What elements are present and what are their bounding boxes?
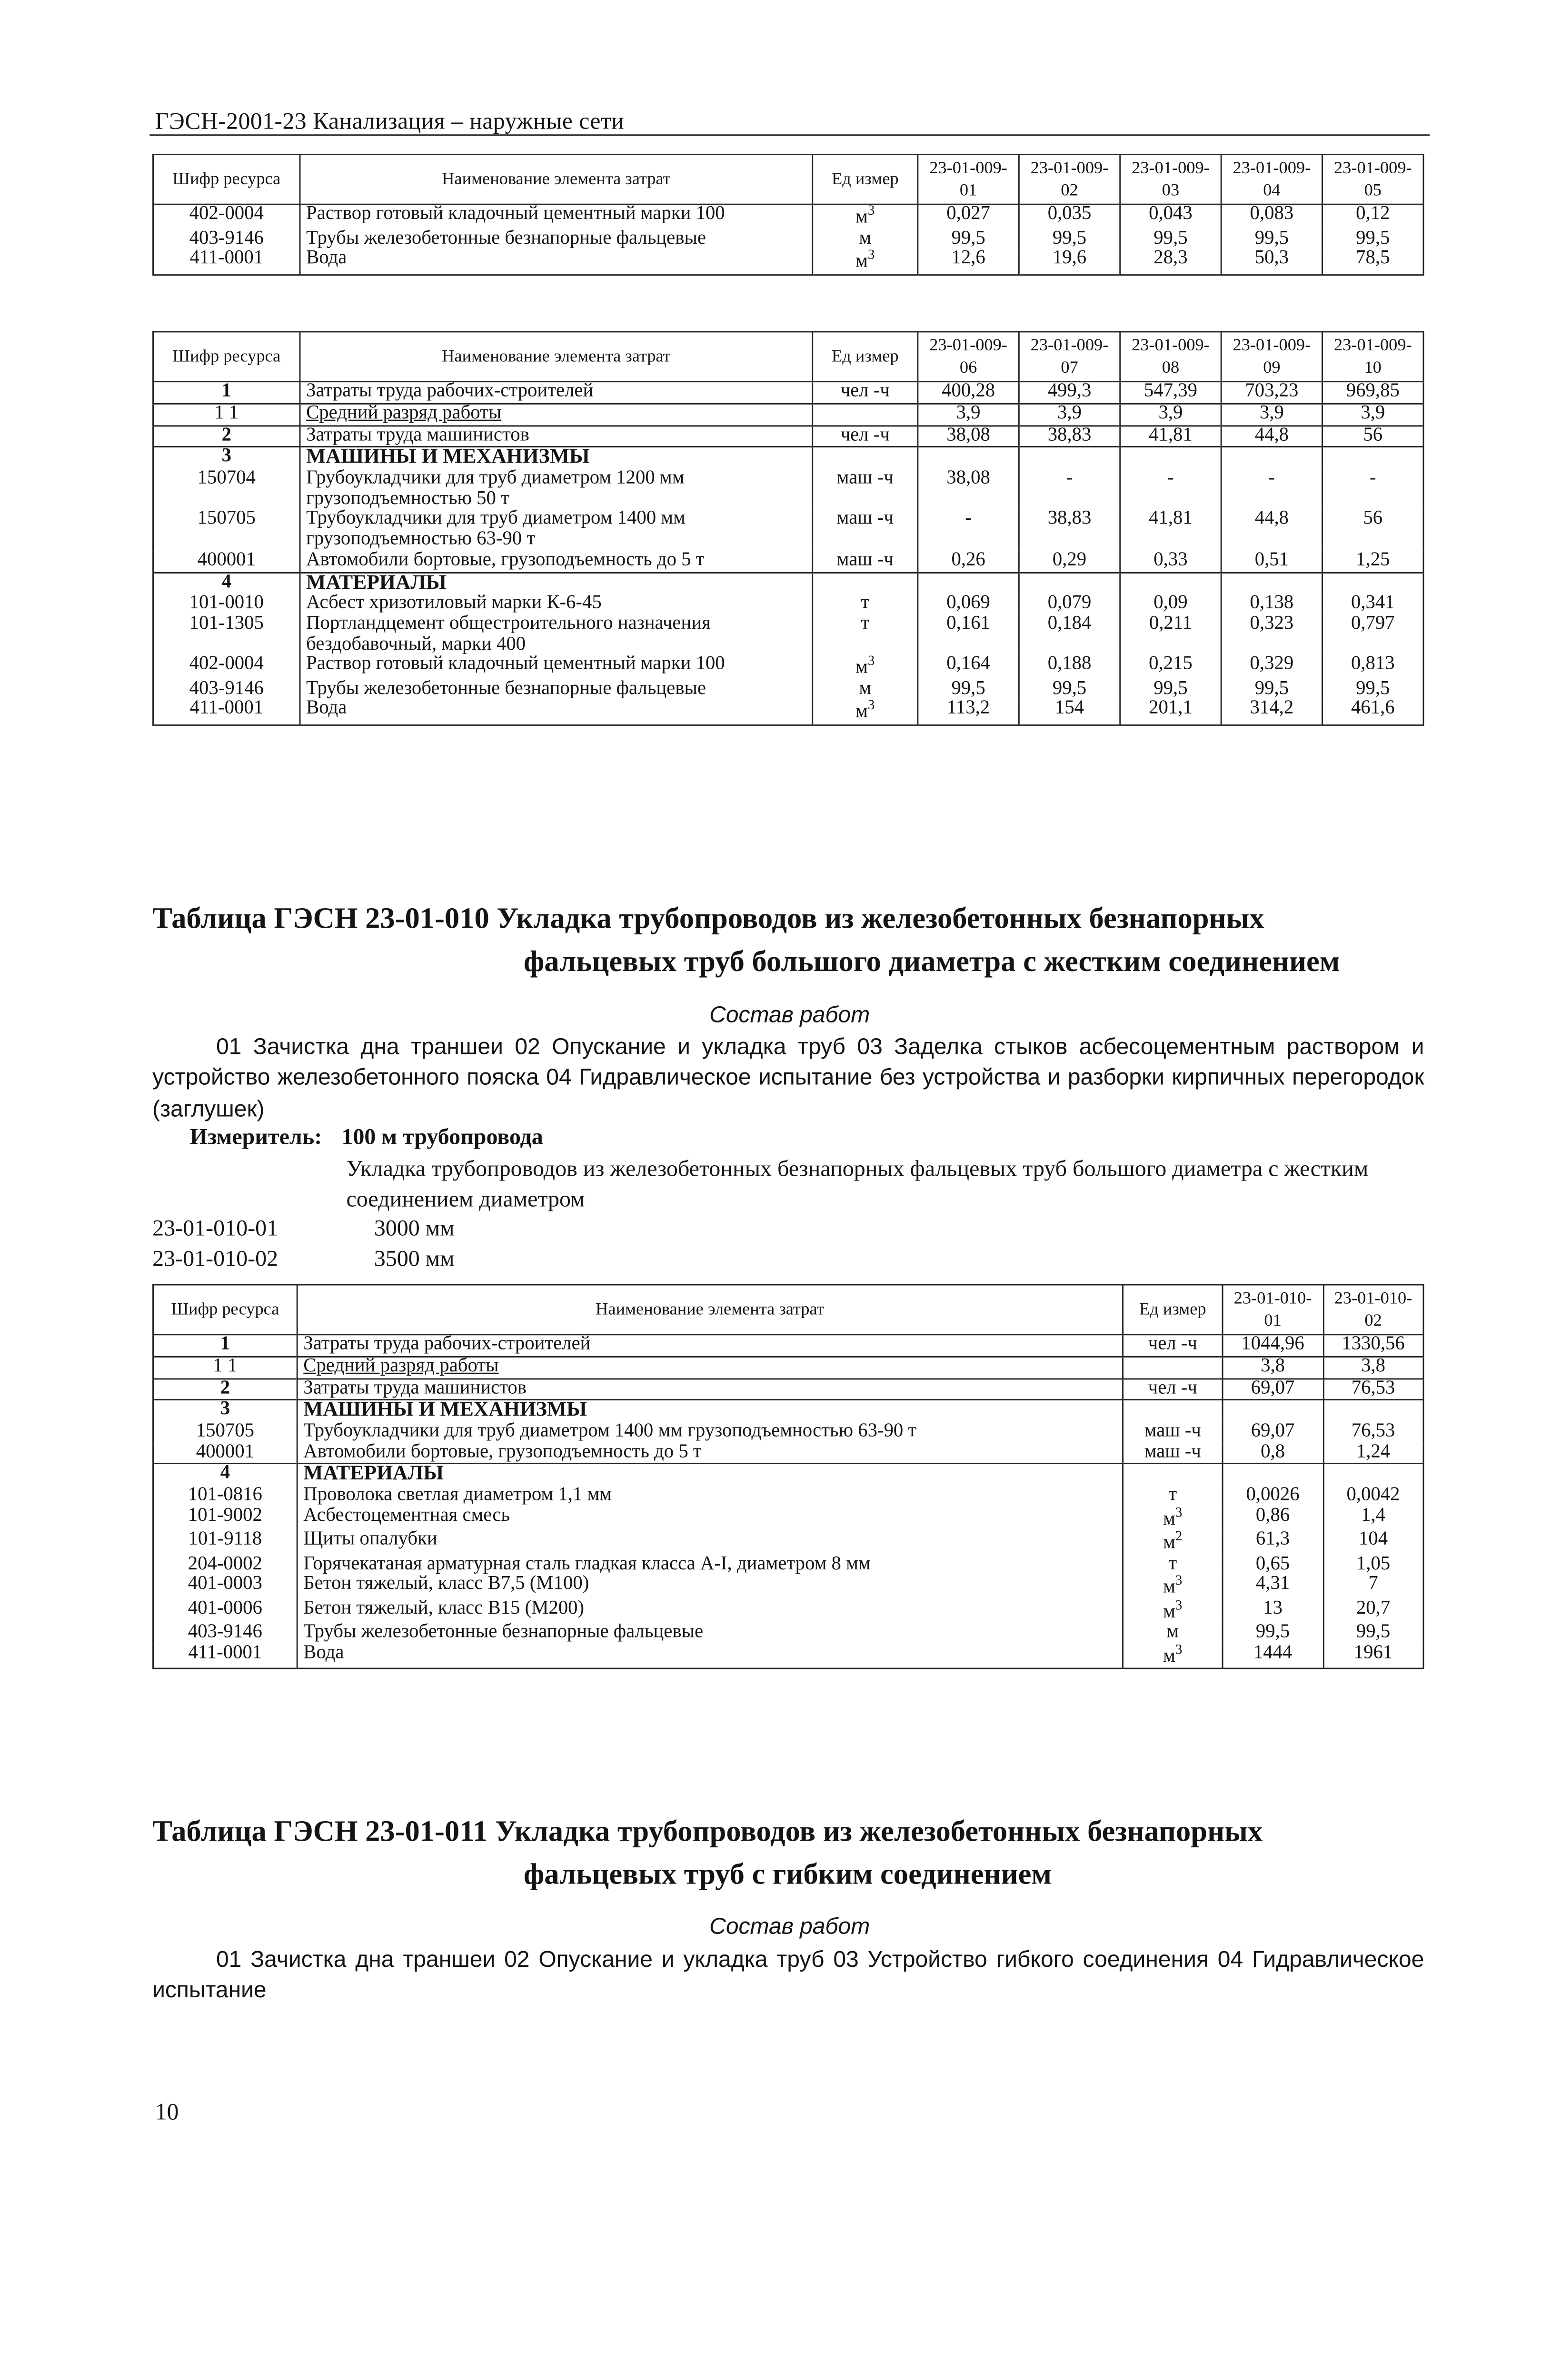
resource-name: Асбест хризотиловый марки К-6-45 bbox=[300, 595, 813, 615]
resource-name: Вода bbox=[300, 700, 813, 725]
resource-code: 101-9118 bbox=[153, 1531, 298, 1555]
unit-cell: маш -ч bbox=[813, 510, 918, 551]
resource-name: МАТЕРИАЛЫ bbox=[297, 1464, 1123, 1487]
unit-exponent: 3 bbox=[867, 698, 875, 714]
value-cell bbox=[1019, 447, 1120, 469]
table-row bbox=[153, 700, 1423, 725]
resource-code: 403-9146 bbox=[153, 680, 300, 700]
works-text-011: 01 Зачистка дна траншеи 02 Опускание и укладка труб 03 Устройство гибкого соединения 04 Гидравлическое испытание bbox=[152, 1947, 1424, 2003]
resource-name: Затраты труда машинистов bbox=[297, 1378, 1123, 1400]
resource-name: Проволока светлая диаметром 1,1 мм bbox=[297, 1487, 1123, 1507]
table-row bbox=[153, 404, 1423, 426]
resource-code: 1 1 bbox=[153, 404, 300, 426]
resource-code: 3 bbox=[153, 447, 300, 469]
resource-code: 403-9146 bbox=[153, 229, 300, 250]
value-cell bbox=[1019, 572, 1120, 595]
resource-code: 403-9146 bbox=[153, 1623, 298, 1644]
unit-cell: т bbox=[1123, 1555, 1223, 1576]
value-cell: 0,0026 bbox=[1223, 1487, 1323, 1507]
resource-name: Автомобили бортовые, грузоподъемность до 5 т bbox=[300, 551, 813, 572]
table-row bbox=[153, 1623, 1423, 1644]
value-cell: 0,188 bbox=[1019, 655, 1120, 679]
value-cell: - bbox=[1221, 470, 1322, 510]
resource-code: 3 bbox=[153, 1400, 298, 1422]
col-header-norm: 23-01-009-02 bbox=[1019, 154, 1120, 204]
value-cell: - bbox=[1322, 470, 1423, 510]
value-cell: 38,83 bbox=[1019, 510, 1120, 551]
resource-name: Затраты труда рабочих-строителей bbox=[297, 1335, 1123, 1357]
value-cell: 113,2 bbox=[918, 700, 1019, 725]
resource-name: Горячекатаная арматурная сталь гладкая класса А-I, диаметром 8 мм bbox=[297, 1555, 1123, 1576]
value-cell: 0,035 bbox=[1019, 205, 1120, 229]
variant-row bbox=[152, 1215, 455, 1242]
value-cell bbox=[1322, 447, 1423, 469]
table-row bbox=[153, 426, 1423, 447]
value-cell: 41,81 bbox=[1120, 510, 1221, 551]
value-cell: 44,8 bbox=[1221, 426, 1322, 447]
unit-cell: $м^3$ bbox=[1123, 1575, 1223, 1599]
resource-code: 150704 bbox=[153, 470, 300, 510]
value-cell: 41,81 bbox=[1120, 426, 1221, 447]
unit-cell bbox=[1123, 1357, 1223, 1378]
value-cell: 99,5 bbox=[1019, 680, 1120, 700]
value-cell: - bbox=[1019, 470, 1120, 510]
resource-name: Портландцемент общестроительного назначения бездобавочный, марки 400 bbox=[300, 615, 813, 655]
value-cell bbox=[1323, 1464, 1423, 1487]
col-header-norm: 23-01-009-10 bbox=[1322, 332, 1423, 382]
resource-name: МАШИНЫ И МЕХАНИЗМЫ bbox=[297, 1400, 1123, 1422]
table-row bbox=[153, 595, 1423, 615]
unit-cell: чел -ч bbox=[1123, 1335, 1223, 1357]
resource-name: МАТЕРИАЛЫ bbox=[300, 572, 813, 595]
resource-name: Средний разряд работы bbox=[300, 404, 813, 426]
table-row bbox=[153, 680, 1423, 700]
value-cell: 99,5 bbox=[1223, 1623, 1323, 1644]
value-cell: 0,8 bbox=[1223, 1443, 1323, 1464]
variant-value: 3000 мм bbox=[374, 1215, 455, 1241]
unit-cell bbox=[813, 572, 918, 595]
value-cell: 0,797 bbox=[1322, 615, 1423, 655]
unit-cell: маш -ч bbox=[1123, 1423, 1223, 1443]
resource-name: Трубы железобетонные безнапорные фальцевые bbox=[300, 680, 813, 700]
works-text-010: 01 Зачистка дна траншеи 02 Опускание и укладка труб 03 Заделка стыков асбесоцементным раствором и устройство железобетонного пояска 04 Гидравлическое испытание без устройства и разборки кирпичных перегородок (заглушек) bbox=[152, 1034, 1424, 1121]
table-row bbox=[153, 615, 1423, 655]
col-header-code: Шифр ресурса bbox=[153, 154, 300, 204]
value-cell: 56 bbox=[1322, 426, 1423, 447]
value-cell: 547,39 bbox=[1120, 382, 1221, 404]
col-header-name: Наименование элемента затрат bbox=[300, 332, 813, 382]
value-cell: 99,5 bbox=[1120, 229, 1221, 250]
value-cell: 0,211 bbox=[1120, 615, 1221, 655]
col-header-name: Наименование элемента затрат bbox=[300, 154, 813, 204]
col-header-norm: 23-01-009-07 bbox=[1019, 332, 1120, 382]
resource-code: 150705 bbox=[153, 510, 300, 551]
value-cell: 38,08 bbox=[918, 470, 1019, 510]
variant-code: 23-01-010-01 bbox=[152, 1215, 278, 1241]
value-cell: 78,5 bbox=[1322, 250, 1423, 275]
value-cell: 3,9 bbox=[918, 404, 1019, 426]
value-cell: 0,12 bbox=[1322, 205, 1423, 229]
value-cell: 104 bbox=[1323, 1531, 1423, 1555]
resource-code: 402-0004 bbox=[153, 205, 300, 229]
value-cell: 1,4 bbox=[1323, 1507, 1423, 1531]
table-row bbox=[153, 1487, 1423, 1507]
value-cell: 703,23 bbox=[1221, 382, 1322, 404]
value-cell: 99,5 bbox=[1019, 229, 1120, 250]
value-cell: 38,08 bbox=[918, 426, 1019, 447]
value-cell: 76,53 bbox=[1323, 1423, 1423, 1443]
resource-code: 150705 bbox=[153, 1423, 298, 1443]
value-cell: 0,329 bbox=[1221, 655, 1322, 679]
value-cell: 154 bbox=[1019, 700, 1120, 725]
resource-code: 1 bbox=[153, 1335, 298, 1357]
col-header-norm: 23-01-009-06 bbox=[918, 332, 1019, 382]
value-cell: 69,07 bbox=[1223, 1378, 1323, 1400]
meter-010 bbox=[190, 1123, 543, 1151]
table-row bbox=[153, 551, 1423, 572]
unit-cell bbox=[813, 404, 918, 426]
table-row bbox=[153, 1599, 1423, 1623]
value-cell: 4,31 bbox=[1223, 1575, 1323, 1599]
value-cell: 0,164 bbox=[918, 655, 1019, 679]
resource-name: Автомобили бортовые, грузоподъемность до 5 т bbox=[297, 1443, 1123, 1464]
resource-name: Трубы железобетонные безнапорные фальцевые bbox=[300, 229, 813, 250]
value-cell: 99,5 bbox=[1322, 680, 1423, 700]
table-row bbox=[153, 655, 1423, 679]
unit-exponent: 3 bbox=[1175, 1642, 1183, 1658]
table-row bbox=[153, 447, 1423, 469]
col-header-code: Шифр ресурса bbox=[153, 332, 300, 382]
value-cell: 56 bbox=[1322, 510, 1423, 551]
resource-code: 400001 bbox=[153, 551, 300, 572]
value-cell: 76,53 bbox=[1323, 1378, 1423, 1400]
meter-value: 100 м трубопровода bbox=[341, 1123, 543, 1150]
table-row bbox=[153, 1507, 1423, 1531]
value-cell: 461,6 bbox=[1322, 700, 1423, 725]
resource-code: 101-1305 bbox=[153, 615, 300, 655]
resource-name: Раствор готовый кладочный цементный марки 100 bbox=[300, 655, 813, 679]
value-cell: 0,0042 bbox=[1323, 1487, 1423, 1507]
works-heading-010: Состав работ bbox=[709, 1002, 870, 1028]
col-header-code: Шифр ресурса bbox=[153, 1285, 298, 1335]
col-header-unit: Ед измер bbox=[813, 332, 918, 382]
value-cell: 13 bbox=[1223, 1599, 1323, 1623]
value-cell: 0,33 bbox=[1120, 551, 1221, 572]
resource-code: 1 bbox=[153, 382, 300, 404]
value-cell bbox=[1223, 1464, 1323, 1487]
value-cell: 1,25 bbox=[1322, 551, 1423, 572]
value-cell: 400,28 bbox=[918, 382, 1019, 404]
table-row bbox=[153, 1378, 1423, 1400]
unit-cell: маш -ч bbox=[813, 551, 918, 572]
resource-code: 411-0001 bbox=[153, 700, 300, 725]
resource-name: Бетон тяжелый, класс В15 (М200) bbox=[297, 1599, 1123, 1623]
col-header-norm: 23-01-010-01 bbox=[1223, 1285, 1323, 1335]
resource-name: Трубоукладчики для труб диаметром 1400 мм грузоподъемностью 63-90 т bbox=[297, 1423, 1123, 1443]
unit-cell: $м^3$ bbox=[1123, 1507, 1223, 1531]
resource-code: 400001 bbox=[153, 1443, 298, 1464]
value-cell: 99,5 bbox=[918, 680, 1019, 700]
value-cell bbox=[1322, 572, 1423, 595]
value-cell bbox=[1323, 1400, 1423, 1422]
variant-value: 3500 мм bbox=[374, 1245, 455, 1272]
value-cell bbox=[1221, 572, 1322, 595]
table-title-011-line1: Таблица ГЭСН 23-01-011 Укладка трубопроводов из железобетонных безнапорных bbox=[152, 1815, 1263, 1848]
resource-code: 101-9002 bbox=[153, 1507, 298, 1531]
value-cell: 99,5 bbox=[1322, 229, 1423, 250]
col-header-norm: 23-01-009-08 bbox=[1120, 332, 1221, 382]
table-row bbox=[153, 382, 1423, 404]
value-cell: 99,5 bbox=[1221, 229, 1322, 250]
value-cell: 50,3 bbox=[1221, 250, 1322, 275]
value-cell: 0,813 bbox=[1322, 655, 1423, 679]
table-row bbox=[153, 572, 1423, 595]
value-cell: 99,5 bbox=[1120, 680, 1221, 700]
value-cell: 99,5 bbox=[918, 229, 1019, 250]
resource-code: 402-0004 bbox=[153, 655, 300, 679]
unit-cell: $м^2$ bbox=[1123, 1531, 1223, 1555]
variant-row bbox=[152, 1245, 455, 1273]
value-cell bbox=[1120, 447, 1221, 469]
table-row bbox=[153, 510, 1423, 551]
unit-cell: $м^3$ bbox=[1123, 1599, 1223, 1623]
resource-table-009-b bbox=[152, 331, 1424, 725]
value-cell bbox=[1223, 1400, 1323, 1422]
resource-name: МАШИНЫ И МЕХАНИЗМЫ bbox=[300, 447, 813, 469]
table-row bbox=[153, 1531, 1423, 1555]
resource-name: Грубоукладчики для труб диаметром 1200 мм грузоподъемностью 50 т bbox=[300, 470, 813, 510]
value-cell: 0,65 bbox=[1223, 1555, 1323, 1576]
value-cell: 19,6 bbox=[1019, 250, 1120, 275]
value-cell: 1,24 bbox=[1323, 1443, 1423, 1464]
value-cell: 28,3 bbox=[1120, 250, 1221, 275]
resource-name: Вода bbox=[300, 250, 813, 275]
resource-code: 2 bbox=[153, 426, 300, 447]
table-row bbox=[153, 1575, 1423, 1599]
col-header-norm: 23-01-009-04 bbox=[1221, 154, 1322, 204]
table-title-010-line1: Таблица ГЭСН 23-01-010 Укладка трубопроводов из железобетонных безнапорных bbox=[152, 902, 1264, 935]
resource-table-009-a bbox=[152, 154, 1424, 275]
value-cell: 0,86 bbox=[1223, 1507, 1323, 1531]
value-cell: 0,138 bbox=[1221, 595, 1322, 615]
unit-cell: $м^3$ bbox=[813, 655, 918, 679]
value-cell: 1444 bbox=[1223, 1644, 1323, 1668]
value-cell: 99,5 bbox=[1221, 680, 1322, 700]
col-header-unit: Ед измер bbox=[813, 154, 918, 204]
resource-name: Бетон тяжелый, класс В7,5 (М100) bbox=[297, 1575, 1123, 1599]
value-cell: 969,85 bbox=[1322, 382, 1423, 404]
resource-name: Щиты опалубки bbox=[297, 1531, 1123, 1555]
unit-cell: $м^3$ bbox=[813, 700, 918, 725]
value-cell: 44,8 bbox=[1221, 510, 1322, 551]
description-010: Укладка трубопроводов из железобетонных безнапорных фальцевых труб большого диаметра с жестким соединением диаметром bbox=[346, 1155, 1369, 1213]
value-cell bbox=[1120, 572, 1221, 595]
table-row bbox=[153, 250, 1423, 275]
value-cell: 0,09 bbox=[1120, 595, 1221, 615]
unit-cell bbox=[813, 447, 918, 469]
value-cell: 1330,56 bbox=[1323, 1335, 1423, 1357]
col-header-norm: 23-01-009-03 bbox=[1120, 154, 1221, 204]
value-cell: 0,161 bbox=[918, 615, 1019, 655]
resource-code: 101-0010 bbox=[153, 595, 300, 615]
resource-code: 411-0001 bbox=[153, 1644, 298, 1668]
value-cell: 1044,96 bbox=[1223, 1335, 1323, 1357]
unit-cell: м bbox=[813, 680, 918, 700]
value-cell bbox=[1221, 447, 1322, 469]
value-cell: 0,323 bbox=[1221, 615, 1322, 655]
resource-name: Затраты труда рабочих-строителей bbox=[300, 382, 813, 404]
table-title-011-line2: фальцевых труб с гибким соединением bbox=[523, 1857, 1052, 1891]
unit-exponent: 3 bbox=[1175, 1597, 1183, 1613]
resource-name: Трубоукладчики для труб диаметром 1400 мм грузоподъемностью 63-90 т bbox=[300, 510, 813, 551]
unit-cell: чел -ч bbox=[1123, 1378, 1223, 1400]
value-cell: 3,9 bbox=[1019, 404, 1120, 426]
resource-name: Трубы железобетонные безнапорные фальцевые bbox=[297, 1623, 1123, 1644]
value-cell: 3,8 bbox=[1223, 1357, 1323, 1378]
value-cell: - bbox=[918, 510, 1019, 551]
value-cell: 7 bbox=[1323, 1575, 1423, 1599]
unit-exponent: 3 bbox=[1175, 1505, 1183, 1521]
value-cell: 499,3 bbox=[1019, 382, 1120, 404]
value-cell: 12,6 bbox=[918, 250, 1019, 275]
resource-name: Асбестоцементная смесь bbox=[297, 1507, 1123, 1531]
table-row bbox=[153, 205, 1423, 229]
table-row bbox=[153, 229, 1423, 250]
value-cell: 0,043 bbox=[1120, 205, 1221, 229]
table-row bbox=[153, 470, 1423, 510]
value-cell: 20,7 bbox=[1323, 1599, 1423, 1623]
meter-label: Измеритель: bbox=[189, 1123, 322, 1150]
value-cell: 0,215 bbox=[1120, 655, 1221, 679]
resource-code: 101-0816 bbox=[153, 1487, 298, 1507]
unit-cell: маш -ч bbox=[813, 470, 918, 510]
header-rule bbox=[149, 134, 1430, 136]
resource-code: 204-0002 bbox=[153, 1555, 298, 1576]
unit-cell bbox=[1123, 1400, 1223, 1422]
table-row bbox=[153, 1423, 1423, 1443]
resource-code: 1 1 bbox=[153, 1357, 298, 1378]
works-heading-011: Состав работ bbox=[709, 1914, 870, 1939]
col-header-norm: 23-01-009-01 bbox=[918, 154, 1019, 204]
unit-cell bbox=[1123, 1464, 1223, 1487]
variant-code: 23-01-010-02 bbox=[152, 1245, 278, 1272]
unit-cell: $м^3$ bbox=[813, 250, 918, 275]
value-cell: 0,341 bbox=[1322, 595, 1423, 615]
unit-cell: маш -ч bbox=[1123, 1443, 1223, 1464]
unit-cell: чел -ч bbox=[813, 382, 918, 404]
col-header-norm: 23-01-009-09 bbox=[1221, 332, 1322, 382]
resource-code: 4 bbox=[153, 1464, 298, 1487]
value-cell: 3,9 bbox=[1120, 404, 1221, 426]
unit-cell: т bbox=[813, 615, 918, 655]
table-row bbox=[153, 1644, 1423, 1668]
resource-code: 2 bbox=[153, 1378, 298, 1400]
value-cell: 61,3 bbox=[1223, 1531, 1323, 1555]
page-number: 10 bbox=[155, 2098, 179, 2125]
resource-name: Раствор готовый кладочный цементный марки 100 bbox=[300, 205, 813, 229]
table-row bbox=[153, 1335, 1423, 1357]
unit-cell: м bbox=[1123, 1623, 1223, 1644]
value-cell: 3,9 bbox=[1221, 404, 1322, 426]
resource-name: Вода bbox=[297, 1644, 1123, 1668]
resource-name: Затраты труда машинистов bbox=[300, 426, 813, 447]
value-cell: 3,9 bbox=[1322, 404, 1423, 426]
value-cell: 0,184 bbox=[1019, 615, 1120, 655]
value-cell: 0,51 bbox=[1221, 551, 1322, 572]
table-row bbox=[153, 1357, 1423, 1378]
value-cell: - bbox=[1120, 470, 1221, 510]
resource-table-010 bbox=[152, 1284, 1424, 1669]
unit-cell: м bbox=[813, 229, 918, 250]
col-header-name: Наименование элемента затрат bbox=[297, 1285, 1123, 1335]
value-cell: 69,07 bbox=[1223, 1423, 1323, 1443]
value-cell: 1961 bbox=[1323, 1644, 1423, 1668]
table-title-010-line2: фальцевых труб большого диаметра с жестким соединением bbox=[523, 944, 1340, 978]
col-header-norm: 23-01-009-05 bbox=[1322, 154, 1423, 204]
table-row bbox=[153, 1443, 1423, 1464]
resource-name: Средний разряд работы bbox=[297, 1357, 1123, 1378]
running-header: ГЭСН-2001-23 Канализация – наружные сети bbox=[155, 108, 625, 135]
value-cell: 0,29 bbox=[1019, 551, 1120, 572]
unit-cell: $м^3$ bbox=[813, 205, 918, 229]
value-cell: 0,083 bbox=[1221, 205, 1322, 229]
unit-exponent: 2 bbox=[1175, 1529, 1183, 1545]
unit-cell: т bbox=[1123, 1487, 1223, 1507]
unit-cell: чел -ч bbox=[813, 426, 918, 447]
unit-exponent: 3 bbox=[867, 248, 875, 264]
unit-exponent: 3 bbox=[867, 204, 875, 219]
unit-cell: т bbox=[813, 595, 918, 615]
value-cell: 0,079 bbox=[1019, 595, 1120, 615]
value-cell: 201,1 bbox=[1120, 700, 1221, 725]
table-row bbox=[153, 1555, 1423, 1576]
value-cell: 0,027 bbox=[918, 205, 1019, 229]
value-cell bbox=[918, 572, 1019, 595]
resource-code: 401-0003 bbox=[153, 1575, 298, 1599]
value-cell: 0,069 bbox=[918, 595, 1019, 615]
value-cell: 0,26 bbox=[918, 551, 1019, 572]
resource-code: 4 bbox=[153, 572, 300, 595]
value-cell: 1,05 bbox=[1323, 1555, 1423, 1576]
value-cell: 99,5 bbox=[1323, 1623, 1423, 1644]
unit-cell: $м^3$ bbox=[1123, 1644, 1223, 1668]
unit-exponent: 3 bbox=[1175, 1574, 1183, 1589]
value-cell bbox=[918, 447, 1019, 469]
resource-code: 411-0001 bbox=[153, 250, 300, 275]
unit-exponent: 3 bbox=[867, 654, 875, 670]
value-cell: 314,2 bbox=[1221, 700, 1322, 725]
value-cell: 38,83 bbox=[1019, 426, 1120, 447]
resource-code: 401-0006 bbox=[153, 1599, 298, 1623]
col-header-norm: 23-01-010-02 bbox=[1323, 1285, 1423, 1335]
col-header-unit: Ед измер bbox=[1123, 1285, 1223, 1335]
table-row bbox=[153, 1400, 1423, 1422]
value-cell: 3,8 bbox=[1323, 1357, 1423, 1378]
table-row bbox=[153, 1464, 1423, 1487]
